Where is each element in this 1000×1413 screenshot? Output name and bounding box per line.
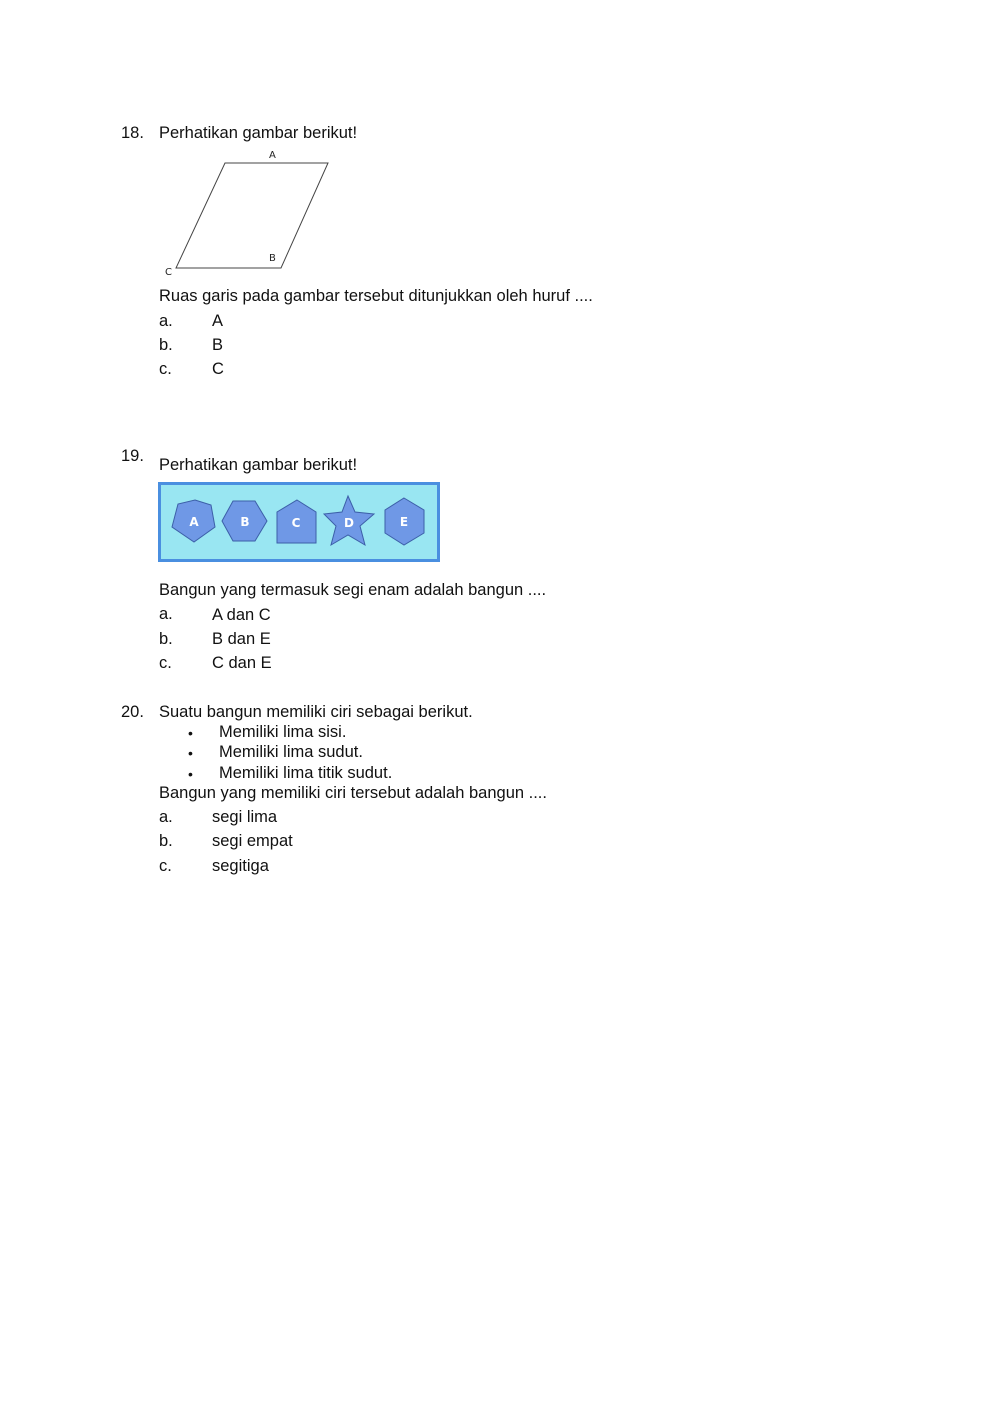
- option-text[interactable]: C: [212, 360, 224, 378]
- bullet-item: Memiliki lima titik sudut.: [219, 764, 393, 782]
- option-text[interactable]: segi empat: [212, 832, 293, 850]
- shape-label-e: E: [399, 515, 409, 529]
- question-number: 20.: [121, 703, 144, 721]
- question-text: Bangun yang memiliki ciri tersebut adalah bangun ....: [159, 784, 547, 802]
- figure-label-c: C: [165, 267, 172, 278]
- option-text[interactable]: B: [212, 336, 224, 354]
- question-prompt: Perhatikan gambar berikut!: [159, 124, 358, 142]
- question-text: Bangun yang termasuk segi enam adalah bangun ....: [159, 581, 547, 599]
- option-text[interactable]: C dan E: [212, 654, 272, 672]
- option-letter: c.: [159, 360, 172, 378]
- shape-label-c: C: [291, 516, 301, 530]
- figure-label-a: A: [269, 150, 276, 161]
- figure-label-b: B: [269, 253, 276, 264]
- question-text: Ruas garis pada gambar tersebut ditunjukkan oleh huruf ....: [159, 287, 593, 305]
- parallelogram-shape: [176, 163, 328, 268]
- bullet-item: Memiliki lima sisi.: [219, 723, 347, 741]
- option-text[interactable]: segi lima: [212, 808, 278, 826]
- option-letter: b.: [159, 630, 173, 648]
- question-number: 18.: [121, 124, 144, 142]
- option-letter: b.: [159, 336, 173, 354]
- bullet-icon: •: [188, 745, 193, 761]
- bullet-icon: •: [188, 766, 193, 782]
- option-text[interactable]: B dan E: [212, 630, 271, 648]
- shape-label-a: A: [189, 515, 199, 529]
- option-letter: a.: [159, 808, 173, 826]
- question-number: 19.: [121, 447, 144, 465]
- option-letter: a.: [159, 312, 173, 330]
- option-text[interactable]: A dan C: [212, 606, 271, 624]
- bullet-item: Memiliki lima sudut.: [219, 743, 363, 761]
- option-text[interactable]: segitiga: [212, 857, 269, 875]
- option-letter: c.: [159, 654, 172, 672]
- question-prompt: Suatu bangun memiliki ciri sebagai berikut.: [159, 703, 473, 721]
- option-letter: c.: [159, 857, 172, 875]
- bullet-icon: •: [188, 725, 193, 741]
- shape-label-d: D: [344, 516, 354, 530]
- parallelogram-figure: [160, 145, 340, 280]
- question-prompt: Perhatikan gambar berikut!: [159, 456, 358, 474]
- shape-label-b: B: [240, 515, 250, 529]
- shapes-panel: [158, 482, 440, 562]
- option-letter: b.: [159, 832, 173, 850]
- option-letter: a.: [159, 605, 173, 623]
- option-text[interactable]: A: [212, 312, 224, 330]
